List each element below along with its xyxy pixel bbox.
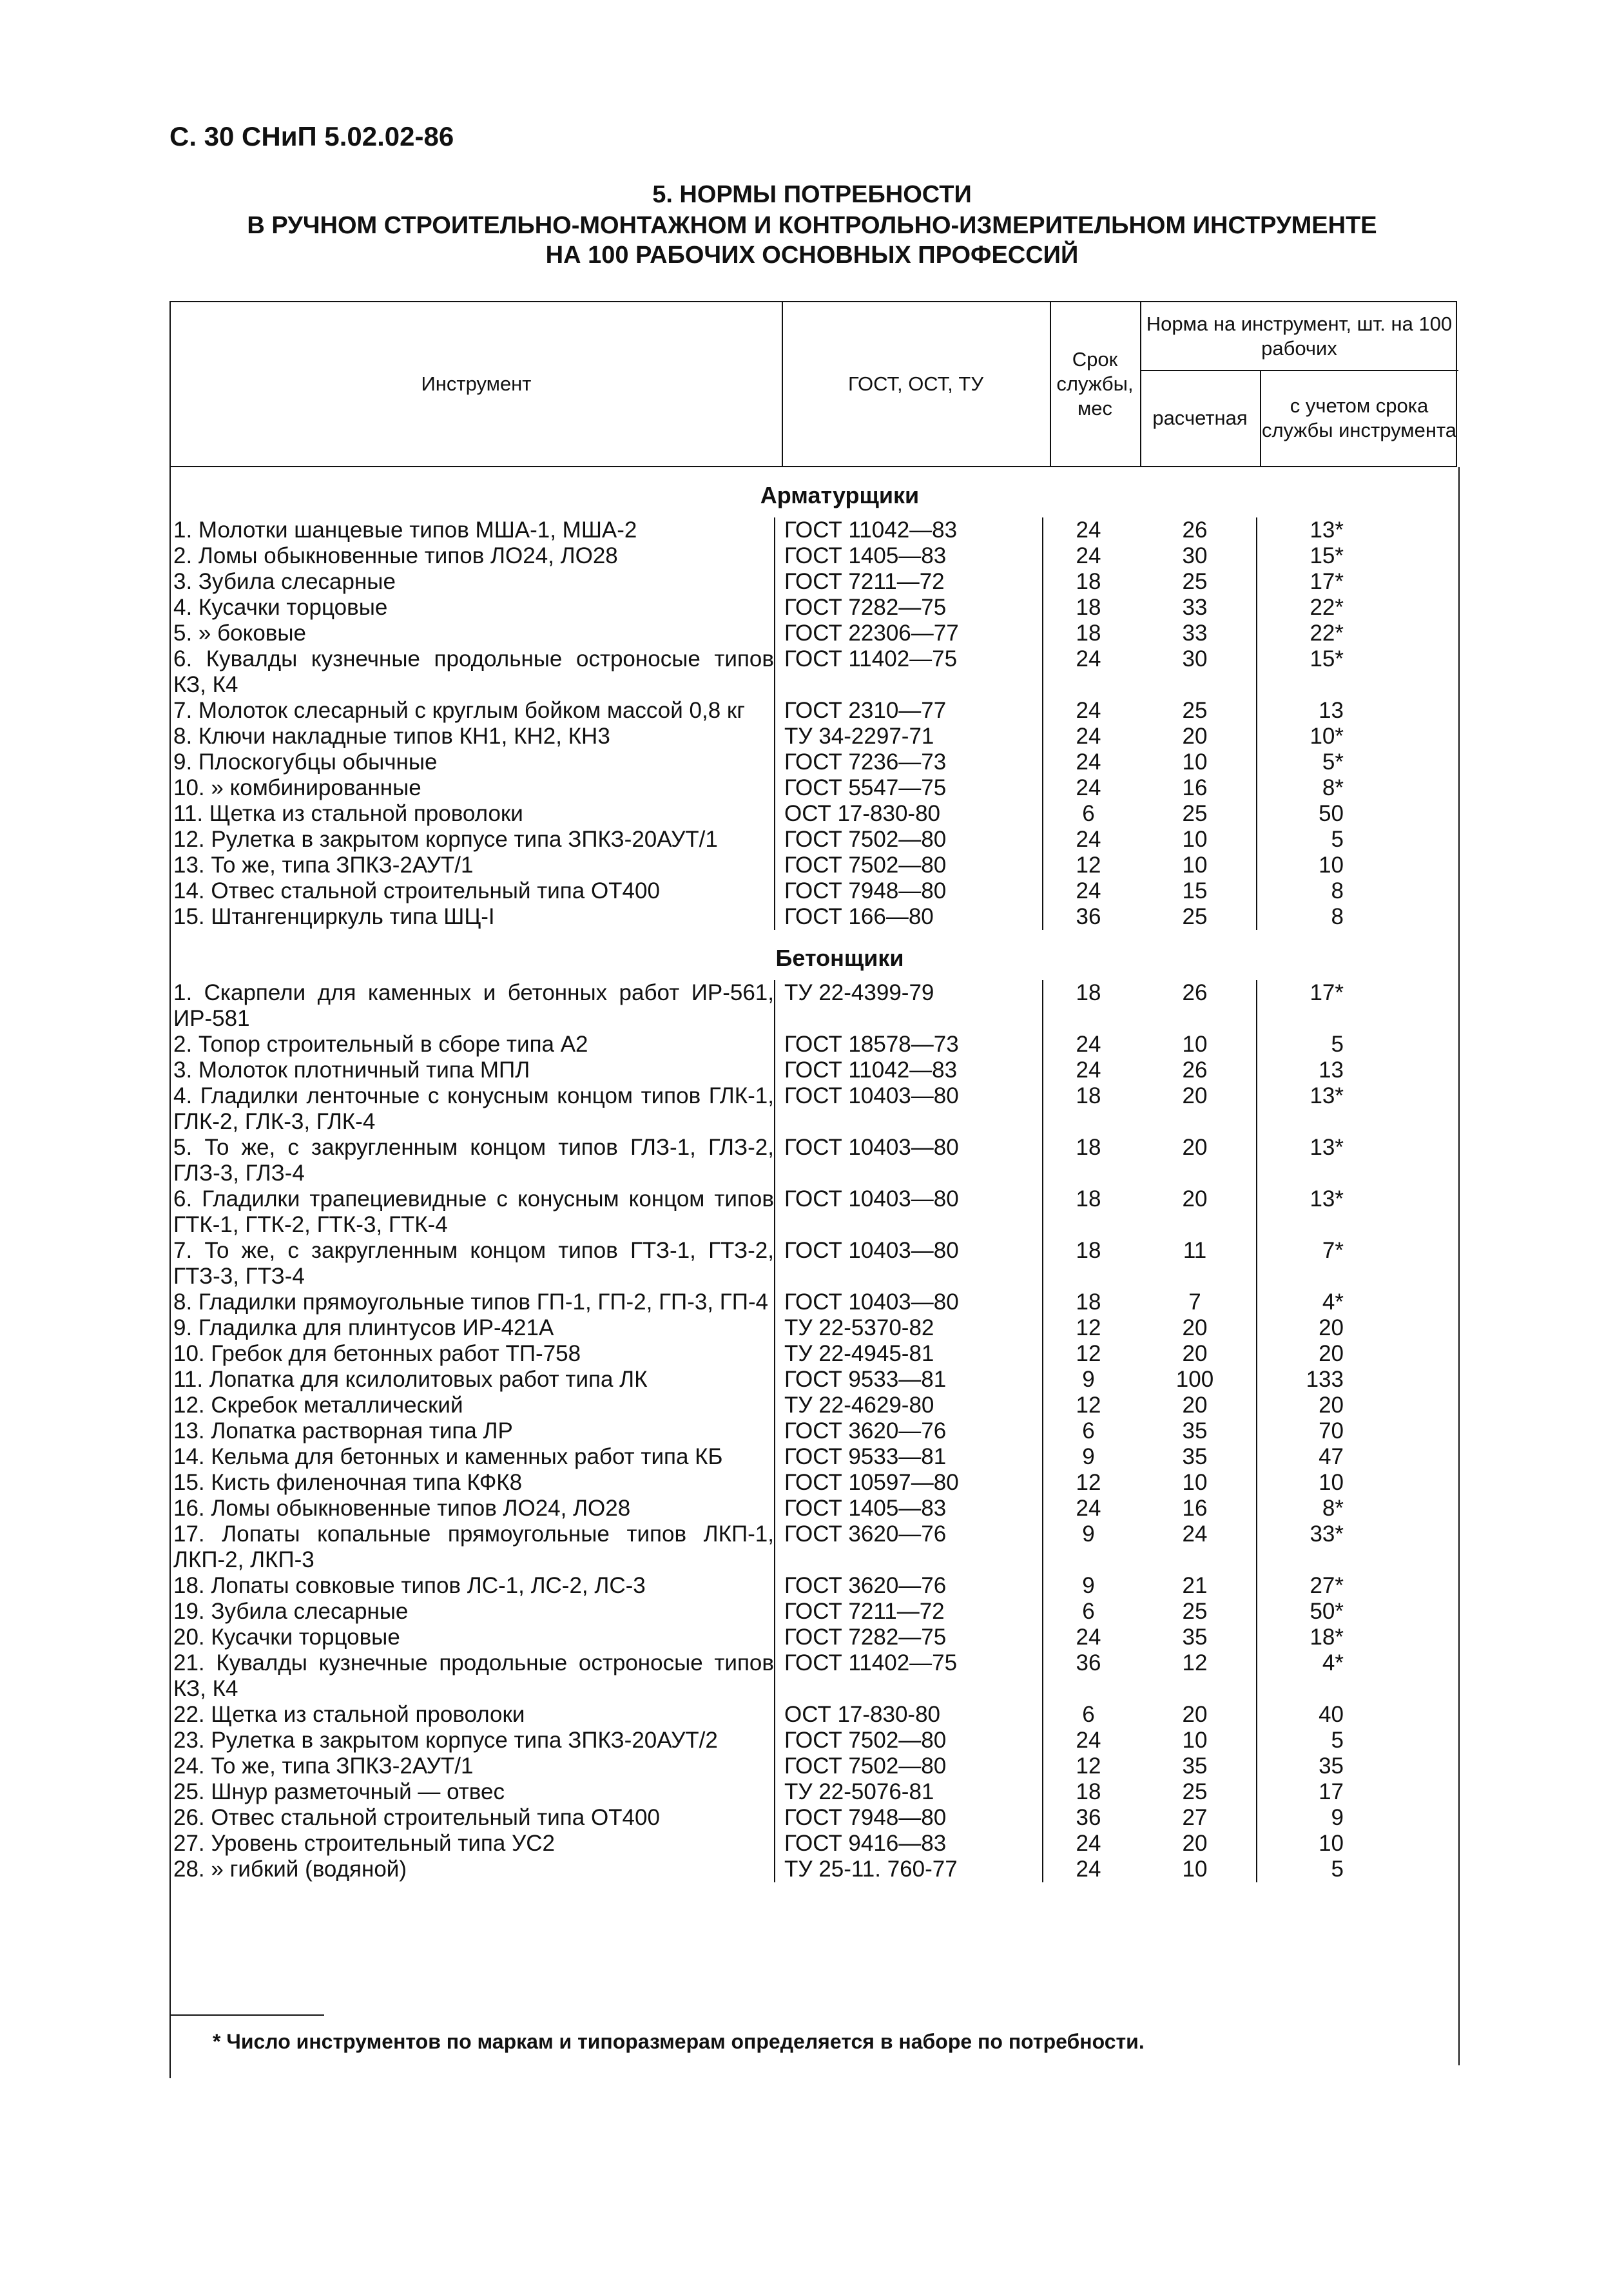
cell-tool: 12. Скребок металлический: [173, 1393, 463, 1418]
cell-life: 13*: [1256, 1083, 1348, 1135]
table-row: [171, 1135, 1457, 1186]
cell-life: 13: [1256, 698, 1348, 724]
header-norm: [1140, 302, 1458, 466]
cell-gost: ГОСТ 11402—75: [774, 1650, 1042, 1702]
table-row: [171, 980, 1457, 1032]
table-row: [171, 543, 1457, 569]
cell-life: 35: [1256, 1753, 1348, 1779]
cell-term: 18: [1042, 1186, 1134, 1238]
cell-gost: ОСТ 17-830-80: [774, 1702, 1042, 1728]
table-row: [171, 698, 1457, 724]
cell-term: 12: [1042, 1315, 1134, 1341]
cell-gost: ГОСТ 2310—77: [774, 698, 1042, 724]
cell-calc: 25: [1182, 569, 1208, 594]
cell-gost: ГОСТ 7282—75: [774, 595, 1042, 621]
cell-calc: 15: [1182, 878, 1208, 903]
table-row: [171, 853, 1457, 878]
cell-gost: ГОСТ 7502—80: [774, 827, 1042, 853]
cell-term: 18: [1042, 980, 1134, 1032]
page-header: С. 30 СНиП 5.02.02-86: [169, 121, 454, 151]
cell-gost: ГОСТ 9533—81: [774, 1444, 1042, 1470]
cell-gost: ГОСТ 10597—80: [774, 1470, 1042, 1496]
cell-tool: 12. Рулетка в закрытом корпусе типа ЗПКЗ-20АУТ/1: [173, 827, 718, 852]
table-row: [171, 1238, 1457, 1289]
table-row: [171, 1573, 1457, 1599]
cell-term: 12: [1042, 853, 1134, 878]
cell-tool: 15. Штангенциркуль типа ШЦ-I: [173, 904, 495, 929]
table-row: [171, 621, 1457, 646]
cell-calc: 20: [1182, 1831, 1208, 1856]
cell-calc: 30: [1182, 543, 1208, 568]
table-row: [171, 1057, 1457, 1083]
cell-gost: ТУ 22-5370-82: [774, 1315, 1042, 1341]
cell-term: 24: [1042, 827, 1134, 853]
cell-calc: 10: [1182, 1857, 1208, 1882]
cell-life: 50: [1256, 801, 1348, 827]
cell-calc: 10: [1182, 1470, 1208, 1495]
cell-calc: 11: [1183, 1238, 1207, 1263]
cell-calc: 21: [1182, 1573, 1208, 1598]
section-title: Бетонщики: [775, 945, 904, 971]
cell-term: 36: [1042, 904, 1134, 930]
cell-tool: 22. Щетка из стальной проволоки: [173, 1702, 525, 1727]
cell-tool: 27. Уровень строительный типа УС2: [173, 1831, 555, 1856]
cell-life: 15*: [1256, 646, 1348, 698]
cell-life: 17: [1256, 1779, 1348, 1805]
cell-term: 24: [1042, 517, 1134, 543]
cell-life: 15*: [1256, 543, 1348, 569]
table-row: [171, 827, 1457, 853]
cell-life: 20: [1256, 1393, 1348, 1418]
cell-tool: 21. Кувалды кузнечные продольные остроносые типов КЗ, К4: [173, 1650, 774, 1701]
cell-term: 12: [1042, 1753, 1134, 1779]
cell-gost: ГОСТ 7502—80: [774, 853, 1042, 878]
table-header: [169, 301, 1457, 467]
cell-tool: 7. То же, с закругленным концом типов ГТЗ-1, ГТЗ-2, ГТЗ-3, ГТЗ-4: [173, 1238, 774, 1289]
cell-calc: 25: [1182, 1779, 1208, 1804]
cell-life: 10: [1256, 853, 1348, 878]
cell-life: 4*: [1256, 1650, 1348, 1702]
cell-gost: ГОСТ 7948—80: [774, 1805, 1042, 1831]
table-row: [171, 904, 1457, 930]
cell-calc: 20: [1182, 1083, 1208, 1108]
cell-tool: 24. То же, типа ЗПКЗ-2АУТ/1: [173, 1753, 474, 1779]
cell-term: 24: [1042, 775, 1134, 801]
table-row: [171, 1367, 1457, 1393]
table-row: [171, 1805, 1457, 1831]
cell-life: 20: [1256, 1341, 1348, 1367]
table-row: [171, 1650, 1457, 1702]
page-title-line-1: 5. НОРМЫ ПОТРЕБНОСТИ: [652, 181, 972, 208]
cell-term: 18: [1042, 569, 1134, 595]
cell-term: 24: [1042, 698, 1134, 724]
cell-term: 6: [1042, 1418, 1134, 1444]
cell-gost: ГОСТ 10403—80: [774, 1186, 1042, 1238]
table-row: [171, 517, 1457, 543]
header-term: Срок службы, мес: [1050, 302, 1141, 466]
cell-tool: 9. Плоскогубцы обычные: [173, 749, 438, 775]
cell-calc: 16: [1182, 775, 1208, 800]
cell-tool: 9. Гладилка для плинтусов ИР-421А: [173, 1315, 554, 1340]
cell-calc: 24: [1182, 1521, 1208, 1547]
cell-life: 70: [1256, 1418, 1348, 1444]
footnote-divider: [169, 2014, 324, 2016]
table-row: [171, 1032, 1457, 1057]
cell-tool: 20. Кусачки торцовые: [173, 1625, 400, 1650]
cell-life: 7*: [1256, 1238, 1348, 1289]
cell-gost: ГОСТ 11042—83: [774, 517, 1042, 543]
cell-gost: ТУ 22-4945-81: [774, 1341, 1042, 1367]
cell-calc: 35: [1182, 1753, 1208, 1779]
cell-life: 17*: [1256, 569, 1348, 595]
cell-calc: 27: [1182, 1805, 1208, 1830]
cell-calc: 16: [1182, 1496, 1208, 1521]
table-body: [169, 467, 1457, 2078]
cell-calc: 35: [1182, 1625, 1208, 1650]
cell-term: 12: [1042, 1341, 1134, 1367]
cell-calc: 25: [1182, 904, 1208, 929]
cell-term: 24: [1042, 749, 1134, 775]
cell-calc: 7: [1188, 1289, 1201, 1315]
cell-life: 4*: [1256, 1289, 1348, 1315]
table-row: [171, 595, 1457, 621]
cell-gost: ГОСТ 1405—83: [774, 1496, 1042, 1521]
cell-calc: 30: [1182, 646, 1208, 671]
cell-tool: 15. Кисть филеночная типа КФК8: [173, 1470, 523, 1495]
cell-term: 18: [1042, 1135, 1134, 1186]
cell-tool: 13. То же, типа ЗПКЗ-2АУТ/1: [173, 853, 474, 878]
cell-gost: ТУ 25-11. 760-77: [774, 1857, 1042, 1882]
cell-calc: 10: [1182, 749, 1208, 775]
cell-life: 22*: [1256, 621, 1348, 646]
cell-tool: 8. Гладилки прямоугольные типов ГП-1, ГП-2, ГП-3, ГП-4: [173, 1289, 768, 1315]
cell-tool: 23. Рулетка в закрытом корпусе типа ЗПКЗ-20АУТ/2: [173, 1728, 718, 1753]
cell-life: 5: [1256, 1032, 1348, 1057]
cell-term: 24: [1042, 724, 1134, 749]
cell-term: 18: [1042, 595, 1134, 621]
cell-term: 9: [1042, 1444, 1134, 1470]
cell-gost: ГОСТ 1405—83: [774, 543, 1042, 569]
cell-tool: 5. То же, с закругленным концом типов ГЛЗ-1, ГЛЗ-2, ГЛЗ-3, ГЛЗ-4: [173, 1135, 774, 1186]
cell-term: 9: [1042, 1521, 1134, 1573]
cell-tool: 16. Ломы обыкновенные типов ЛО24, ЛО28: [173, 1496, 631, 1521]
table-row: [171, 1289, 1457, 1315]
cell-gost: ГОСТ 7502—80: [774, 1728, 1042, 1753]
cell-term: 18: [1042, 1289, 1134, 1315]
cell-calc: 100: [1175, 1367, 1214, 1392]
cell-tool: 13. Лопатка растворная типа ЛР: [173, 1418, 513, 1443]
cell-life: 10: [1256, 1831, 1348, 1857]
table-row: [171, 1599, 1457, 1625]
cell-gost: ГОСТ 7948—80: [774, 878, 1042, 904]
cell-calc: 20: [1182, 1186, 1208, 1211]
cell-calc: 25: [1182, 1599, 1208, 1624]
cell-calc: 25: [1182, 801, 1208, 826]
cell-life: 22*: [1256, 595, 1348, 621]
cell-gost: ГОСТ 7211—72: [774, 569, 1042, 595]
cell-calc: 20: [1182, 1341, 1208, 1366]
cell-tool: 14. Кельма для бетонных и каменных работ типа КБ: [173, 1444, 723, 1469]
cell-life: 10: [1256, 1470, 1348, 1496]
cell-calc: 12: [1182, 1650, 1208, 1675]
cell-calc: 25: [1182, 698, 1208, 723]
table-row: [171, 1779, 1457, 1805]
cell-term: 6: [1042, 1702, 1134, 1728]
cell-life: 5*: [1256, 749, 1348, 775]
table-row: [171, 1728, 1457, 1753]
cell-gost: ГОСТ 3620—76: [774, 1521, 1042, 1573]
cell-life: 27*: [1256, 1573, 1348, 1599]
table-row: [171, 1186, 1457, 1238]
cell-gost: ОСТ 17-830-80: [774, 801, 1042, 827]
cell-calc: 20: [1182, 1315, 1208, 1340]
table-right-border: [1458, 467, 1460, 2065]
cell-tool: 2. Ломы обыкновенные типов ЛО24, ЛО28: [173, 543, 618, 568]
cell-term: 24: [1042, 1831, 1134, 1857]
cell-tool: 26. Отвес стальной строительный типа ОТ400: [173, 1805, 660, 1830]
table-row: [171, 1521, 1457, 1573]
table-row: [171, 1444, 1457, 1470]
cell-gost: ГОСТ 7282—75: [774, 1625, 1042, 1650]
cell-term: 6: [1042, 801, 1134, 827]
cell-calc: 10: [1182, 853, 1208, 878]
cell-tool: 25. Шнур разметочный — отвес: [173, 1779, 505, 1804]
cell-tool: 8. Ключи накладные типов КН1, КН2, КН3: [173, 724, 610, 749]
table-row: [171, 775, 1457, 801]
cell-term: 18: [1042, 1238, 1134, 1289]
table-row: [171, 1496, 1457, 1521]
cell-term: 24: [1042, 1625, 1134, 1650]
header-norm-title: Норма на инструмент, шт. на 100 рабочих: [1140, 302, 1458, 371]
header-gost: ГОСТ, ОСТ, ТУ: [782, 302, 1051, 466]
cell-life: 5: [1256, 1728, 1348, 1753]
cell-tool: 17. Лопаты копальные прямоугольные типов ЛКП-1, ЛКП-2, ЛКП-3: [173, 1521, 774, 1572]
header-tool: Инструмент: [171, 302, 783, 466]
page-title-line-2: В РУЧНОМ СТРОИТЕЛЬНО-МОНТАЖНОМ И КОНТРОЛЬНО-ИЗМЕРИТЕЛЬНОМ ИНСТРУМЕНТЕ: [247, 212, 1377, 239]
cell-gost: ТУ 22-4399-79: [774, 980, 1042, 1032]
table-row: [171, 1831, 1457, 1857]
cell-calc: 35: [1182, 1418, 1208, 1443]
cell-life: 13*: [1256, 1135, 1348, 1186]
cell-term: 36: [1042, 1650, 1134, 1702]
table-row: [171, 1470, 1457, 1496]
table-row: [171, 1341, 1457, 1367]
cell-gost: ГОСТ 11402—75: [774, 646, 1042, 698]
table-row: [171, 878, 1457, 904]
table-row: [171, 1418, 1457, 1444]
cell-term: 6: [1042, 1599, 1134, 1625]
cell-calc: 20: [1182, 1135, 1208, 1160]
cell-calc: 20: [1182, 1702, 1208, 1727]
cell-tool: 2. Топор строительный в сборе типа А2: [173, 1032, 588, 1057]
cell-calc: 33: [1182, 595, 1208, 620]
cell-calc: 26: [1182, 517, 1208, 543]
cell-term: 12: [1042, 1393, 1134, 1418]
cell-life: 13: [1256, 1057, 1348, 1083]
cell-term: 24: [1042, 1857, 1134, 1882]
cell-gost: ГОСТ 7211—72: [774, 1599, 1042, 1625]
cell-gost: ГОСТ 10403—80: [774, 1083, 1042, 1135]
cell-tool: 3. Молоток плотничный типа МПЛ: [173, 1057, 530, 1083]
cell-gost: ТУ 22-5076-81: [774, 1779, 1042, 1805]
cell-life: 8*: [1256, 775, 1348, 801]
cell-term: 12: [1042, 1470, 1134, 1496]
cell-calc: 10: [1182, 827, 1208, 852]
table-row: [171, 749, 1457, 775]
cell-calc: 35: [1182, 1444, 1208, 1469]
cell-tool: 5. » боковые: [173, 621, 307, 646]
cell-life: 8: [1256, 904, 1348, 930]
header-calc: расчетная: [1140, 370, 1261, 466]
cell-gost: ГОСТ 166—80: [774, 904, 1042, 930]
table-row: [171, 1315, 1457, 1341]
cell-term: 24: [1042, 646, 1134, 698]
cell-calc: 20: [1182, 1393, 1208, 1418]
cell-tool: 10. » комбинированные: [173, 775, 421, 800]
cell-gost: ГОСТ 5547—75: [774, 775, 1042, 801]
cell-gost: ТУ 22-4629-80: [774, 1393, 1042, 1418]
cell-life: 9: [1256, 1805, 1348, 1831]
cell-life: 10*: [1256, 724, 1348, 749]
cell-term: 18: [1042, 621, 1134, 646]
cell-term: 24: [1042, 543, 1134, 569]
cell-gost: ГОСТ 7502—80: [774, 1753, 1042, 1779]
cell-term: 18: [1042, 1083, 1134, 1135]
cell-life: 5: [1256, 1857, 1348, 1882]
cell-tool: 4. Гладилки ленточные с конусным концом типов ГЛК-1, ГЛК-2, ГЛК-3, ГЛК-4: [173, 1083, 774, 1134]
cell-term: 24: [1042, 1032, 1134, 1057]
cell-life: 5: [1256, 827, 1348, 853]
section-title: Арматурщики: [760, 482, 920, 508]
cell-tool: 18. Лопаты совковые типов ЛС-1, ЛС-2, ЛС-3: [173, 1573, 646, 1598]
norms-table: [169, 301, 1457, 2078]
cell-term: 24: [1042, 1057, 1134, 1083]
cell-tool: 4. Кусачки торцовые: [173, 595, 388, 620]
cell-tool: 10. Гребок для бетонных работ ТП-758: [173, 1341, 581, 1366]
header-life: с учетом срока службы инструмента: [1261, 394, 1457, 441]
cell-gost: ГОСТ 10403—80: [774, 1135, 1042, 1186]
cell-life: 47: [1256, 1444, 1348, 1470]
cell-term: 9: [1042, 1367, 1134, 1393]
cell-tool: 3. Зубила слесарные: [173, 569, 396, 594]
cell-tool: 11. Щетка из стальной проволоки: [173, 801, 523, 826]
cell-term: 36: [1042, 1805, 1134, 1831]
table-row: [171, 569, 1457, 595]
cell-term: 24: [1042, 1496, 1134, 1521]
cell-tool: 11. Лопатка для ксилолитовых работ типа ЛК: [173, 1367, 648, 1392]
cell-life: 20: [1256, 1315, 1348, 1341]
cell-life: 8*: [1256, 1496, 1348, 1521]
table-row: [171, 724, 1457, 749]
cell-tool: 1. Молотки шанцевые типов МША-1, МША-2: [173, 517, 637, 543]
cell-life: 50*: [1256, 1599, 1348, 1625]
cell-term: 18: [1042, 1779, 1134, 1805]
table-row: [171, 1625, 1457, 1650]
cell-calc: 10: [1182, 1728, 1208, 1753]
cell-gost: ГОСТ 3620—76: [774, 1573, 1042, 1599]
footnote: * Число инструментов по маркам и типоразмерам определяется в наборе по потребности.: [213, 2030, 1145, 2053]
cell-gost: ГОСТ 9416—83: [774, 1831, 1042, 1857]
table-row: [171, 1083, 1457, 1135]
cell-gost: ТУ 34-2297-71: [774, 724, 1042, 749]
cell-calc: 26: [1182, 980, 1208, 1005]
table-row: [171, 801, 1457, 827]
cell-term: 24: [1042, 1728, 1134, 1753]
cell-gost: ГОСТ 10403—80: [774, 1289, 1042, 1315]
cell-tool: 19. Зубила слесарные: [173, 1599, 409, 1624]
cell-calc: 10: [1182, 1032, 1208, 1057]
table-row: [171, 1753, 1457, 1779]
cell-life: 13*: [1256, 1186, 1348, 1238]
cell-tool: 6. Гладилки трапециевидные с конусным концом типов ГТК-1, ГТК-2, ГТК-3, ГТК-4: [173, 1186, 774, 1237]
cell-term: 9: [1042, 1573, 1134, 1599]
cell-term: 24: [1042, 878, 1134, 904]
cell-life: 17*: [1256, 980, 1348, 1032]
cell-tool: 14. Отвес стальной строительный типа ОТ400: [173, 878, 660, 903]
cell-gost: ГОСТ 3620—76: [774, 1418, 1042, 1444]
cell-calc: 33: [1182, 621, 1208, 646]
cell-life: 33*: [1256, 1521, 1348, 1573]
cell-life: 18*: [1256, 1625, 1348, 1650]
cell-gost: ГОСТ 9533—81: [774, 1367, 1042, 1393]
cell-tool: 1. Скарпели для каменных и бетонных работ ИР-561, ИР-581: [173, 980, 774, 1031]
cell-life: 40: [1256, 1702, 1348, 1728]
cell-life: 8: [1256, 878, 1348, 904]
cell-gost: ГОСТ 7236—73: [774, 749, 1042, 775]
cell-tool: 28. » гибкий (водяной): [173, 1857, 407, 1882]
cell-calc: 20: [1182, 724, 1208, 749]
cell-calc: 26: [1182, 1057, 1208, 1083]
cell-gost: ГОСТ 10403—80: [774, 1238, 1042, 1289]
table-row: [171, 1857, 1457, 1882]
cell-life: 13*: [1256, 517, 1348, 543]
cell-tool: 7. Молоток слесарный с круглым бойком массой 0,8 кг: [173, 698, 745, 723]
cell-life: 133: [1256, 1367, 1348, 1393]
cell-gost: ГОСТ 18578—73: [774, 1032, 1042, 1057]
cell-gost: ГОСТ 22306—77: [774, 621, 1042, 646]
cell-tool: 6. Кувалды кузнечные продольные остроносые типов КЗ, К4: [173, 646, 774, 697]
cell-gost: ГОСТ 11042—83: [774, 1057, 1042, 1083]
table-row: [171, 1393, 1457, 1418]
table-row: [171, 1702, 1457, 1728]
table-row: [171, 646, 1457, 698]
page-title-line-3: НА 100 РАБОЧИХ ОСНОВНЫХ ПРОФЕССИЙ: [545, 242, 1079, 269]
